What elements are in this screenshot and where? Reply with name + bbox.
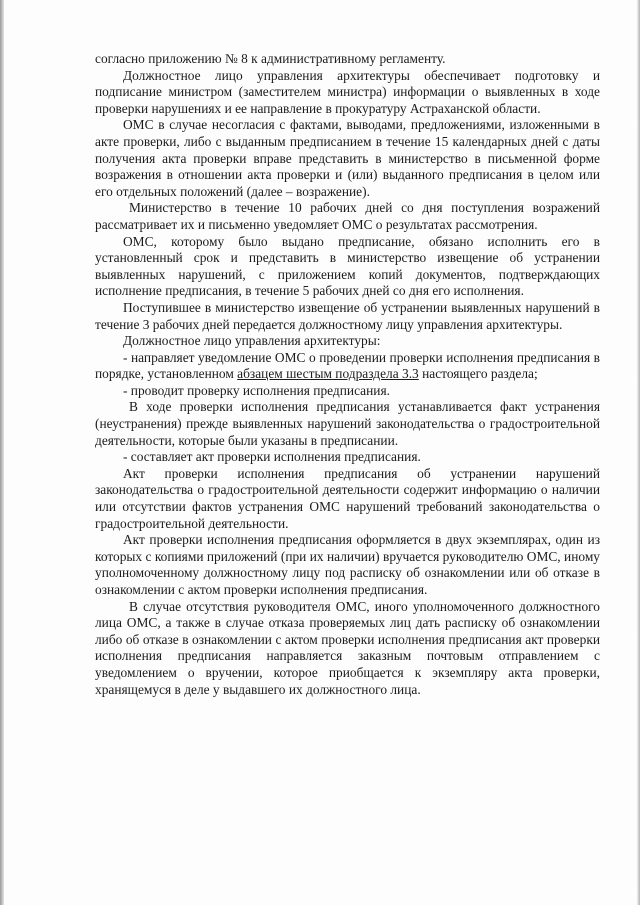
scan-edge-left xyxy=(0,0,4,905)
paragraph-14: В случае отсутствия руководителя ОМС, иного уполномоченного должностного лица ОМС, а также в случае отказа проверяемых лиц дать расписку об ознакомлении либо об отказе в ознакомлении с актом проверки исполнения предписания акт проверки исполнения предписания направляется заказным почтовым отправлением с уведомлением о вручении, которое приобщается к экземпляру акта проверки, хранящемуся в деле у выдавшего их должностного лица. xyxy=(95,598,600,697)
paragraph-8 xyxy=(95,350,600,383)
paragraph-7: Должностное лицо управления архитектуры: xyxy=(123,333,381,349)
paragraph-8-text-start: - направляет уведомление ОМС о проведении проверки исполнения предписания в порядке, установленном xyxy=(95,349,600,382)
paragraph-13: Акт проверки исполнения предписания оформляется в двух экземплярах, один из которых с копиями приложений (при их наличии) вручается руководителю ОМС, иному уполномоченному должностному лицу под расписку об ознакомлении или об отказе в ознакомлении с актом проверки исполнения предписания. xyxy=(95,532,600,597)
paragraph-10: В ходе проверки исполнения предписания устанавливается факт устранения (неустранения) прежде выявленных нарушений законодательства о градостроительной деятельности, которые были указаны в предписании. xyxy=(95,399,600,448)
section-reference-link[interactable]: абзацем шестым подраздела 3.3 xyxy=(237,366,419,382)
paragraph-4: Министерство в течение 10 рабочих дней со дня поступления возражений рассматривает их и письменно уведомляет ОМС о результатах рассмотрения. xyxy=(95,200,600,232)
paragraph-2: Должностное лицо управления архитектуры обеспечивает подготовку и подписание министром (заместителем министра) информации о выявленных в ходе проверки нарушениях и ее направление в прокуратуру Астраханской области. xyxy=(95,67,600,116)
paragraph-11: - составляет акт проверки исполнения предписания. xyxy=(123,449,421,465)
paragraph-1: согласно приложению № 8 к административному регламенту. xyxy=(95,51,446,66)
document-body xyxy=(95,51,600,698)
paragraph-12: Акт проверки исполнения предписания об устранении нарушений законодательства о градостроительной деятельности содержит информацию о наличии или отсутствии фактов устранения ОМС нарушений требований законодательства о градостроительной деятельности. xyxy=(95,465,600,531)
paragraph-9: - проводит проверку исполнения предписания. xyxy=(123,382,390,398)
paragraph-5: ОМС, которому было выдано предписание, обязано исполнить его в установленный срок и представить в министерство извещение об устранении выявленных нарушений, с приложением копий документов, подтверждающих исполнение предписания, в течение 5 рабочих дней со дня его исполнения. xyxy=(95,233,600,299)
paragraph-3: ОМС в случае несогласия с фактами, выводами, предложениями, изложенными в акте проверки, либо с выданным предписанием в течение 15 календарных дней с даты получения акта проверки вправе представить в министерство в письменной форме возражения в отношении акта проверки и (или) выданного предписания в целом или его отдельных положений (далее – возражение). xyxy=(95,117,600,199)
paragraph-8-text-end: настоящего раздела; xyxy=(418,366,538,382)
paragraph-6: Поступившее в министерство извещение об устранении выявленных нарушений в течение 3 рабочих дней передается должностному лицу управления архитектуры. xyxy=(95,299,600,332)
